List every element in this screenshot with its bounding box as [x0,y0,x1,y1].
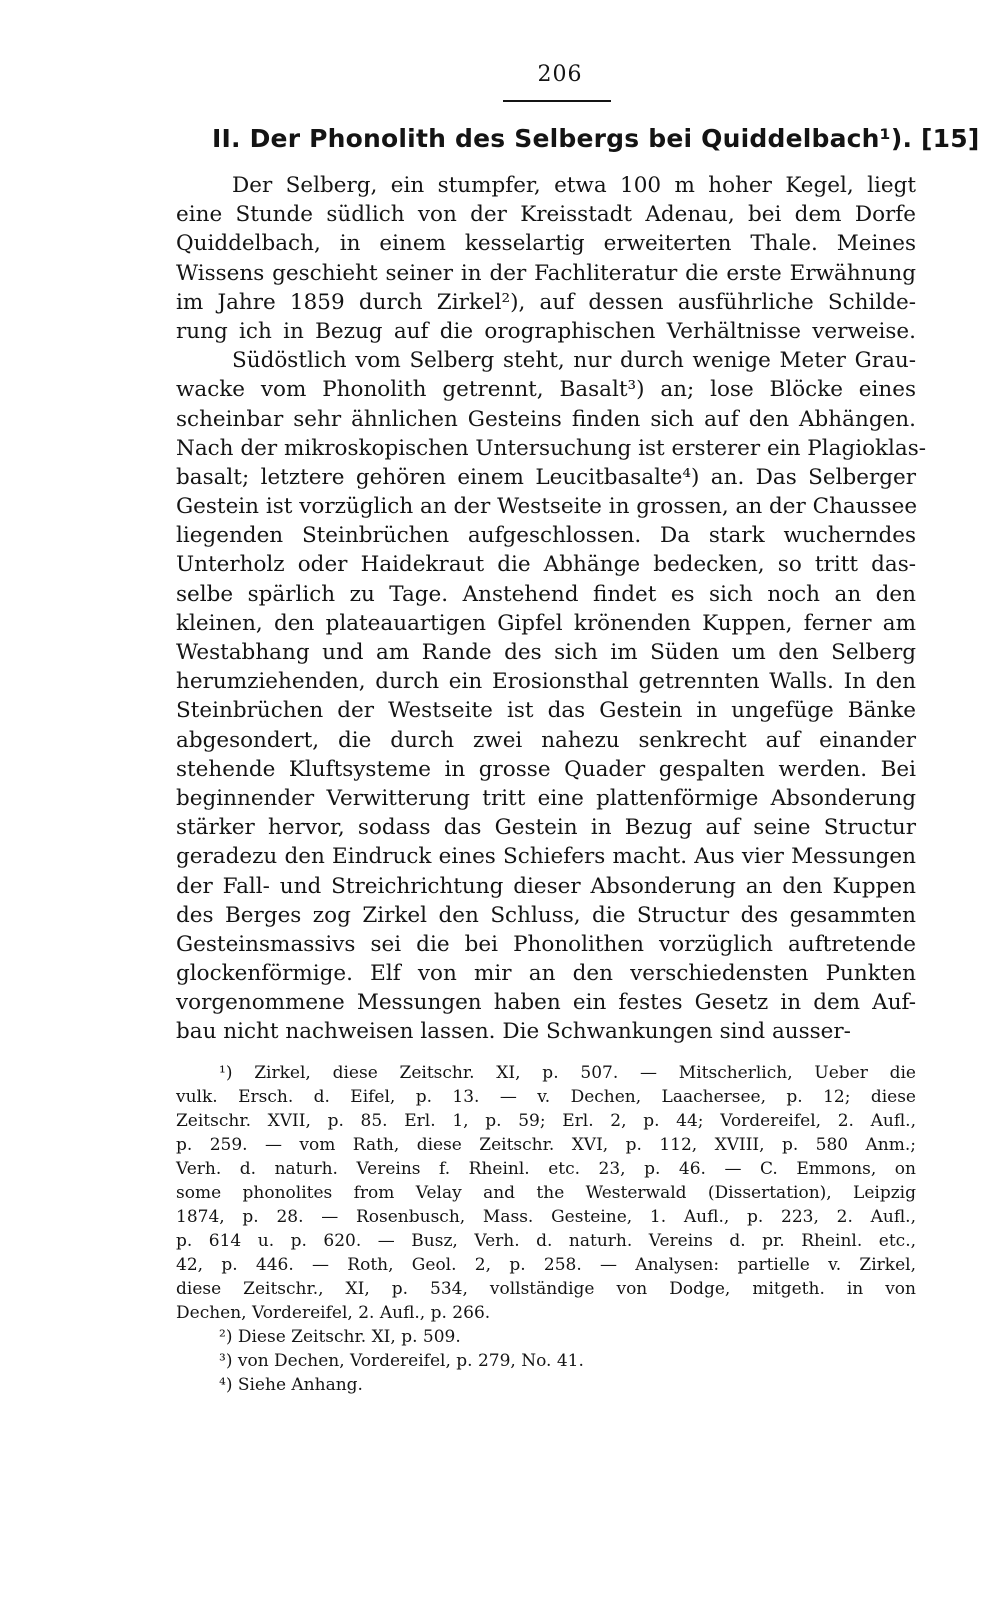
footnote-line: ⁴) Siehe Anhang. [219,1375,363,1395]
body-line: stärker hervor, sodass das Gestein in Bezug auf seine Structur [176,815,916,841]
body-line: abgesondert, die durch zwei nahezu senkrecht auf einander [176,727,916,753]
body-line: Gestein ist vorzüglich an der Westseite in grossen, an der Chaussee [176,494,918,520]
body-line: Westabhang und am Rande des sich im Süden um den Selberg [176,640,916,665]
body-line: wacke vom Phonolith getrennt, Basalt³) an; lose Blöcke eines [176,377,916,403]
body-line: liegenden Steinbrüchen aufgeschlossen. Da stark wucherndes [176,523,916,549]
footnote-line: Zeitschr. XVII, p. 85. Erl. 1, p. 59; Erl. 2, p. 44; Vordereifel, 2. Aufl., [176,1111,916,1131]
footnote-line: p. 614 u. p. 620. — Busz, Verh. d. naturh. Vereins d. pr. Rheinl. etc., [176,1231,916,1251]
footnote-line: diese Zeitschr., XI, p. 534, vollständige von Dodge, mitgeth. in von [176,1279,916,1299]
body-line: stehende Kluftsysteme in grosse Quader gespalten werden. Bei [176,756,916,782]
footnote-line: ¹) Zirkel, diese Zeitschr. XI, p. 507. — Mitscherlich, Ueber die [219,1063,916,1083]
body-line: im Jahre 1859 durch Zirkel²), auf dessen ausführliche Schilde- [176,289,916,315]
body-line: Südöstlich vom Selberg steht, nur durch wenige Meter Grau- [232,348,916,374]
footnotes [176,1061,916,1397]
body-line: des Berges zog Zirkel den Schluss, die Structur des gesammten [176,902,916,928]
body-line: herumziehenden, durch ein Erosionsthal getrennten Walls. In den [176,669,916,695]
footnote-line: Verh. d. naturh. Vereins f. Rheinl. etc. 23, p. 46. — C. Emmons, on [176,1159,916,1179]
body-line: basalt; letztere gehören einem Leucitbasalte⁴) an. Das Selberger [176,464,916,490]
section-heading: II. Der Phonolith des Selbergs bei Quiddelbach¹). [15] [212,124,980,153]
body-line: vorgenommene Messungen haben ein festes Gesetz in dem Auf- [176,990,916,1016]
body-line: scheinbar sehr ähnlichen Gesteins finden sich auf den Abhängen. [176,406,916,432]
body-line: bau nicht nachweisen lassen. Die Schwankungen sind ausser- [176,1019,851,1045]
body-line: Gesteinsmassivs sei die bei Phonolithen vorzüglich auftretende [176,931,916,957]
footnote-line: ²) Diese Zeitschr. XI, p. 509. [219,1327,461,1347]
body-line: Unterholz oder Haidekraut die Abhänge bedecken, so tritt das- [176,552,916,578]
page-number-rule [503,100,611,102]
body-line: geradezu den Eindruck eines Schiefers macht. Aus vier Messungen [176,844,916,870]
body-line: eine Stunde südlich von der Kreisstadt Adenau, bei dem Dorfe [176,202,916,228]
body-line: kleinen, den plateauartigen Gipfel krönenden Kuppen, ferner am [176,610,916,636]
footnote-line: vulk. Ersch. d. Eifel, p. 13. — v. Dechen, Laachersee, p. 12; diese [176,1087,916,1107]
body-line: Nach der mikroskopischen Untersuchung ist ersterer ein Plagioklas- [176,435,927,461]
footnote-line: some phonolites from Velay and the Westerwald (Dissertation), Leipzig [176,1183,916,1203]
body-line: rung ich in Bezug auf die orographischen Verhältnisse verweise. [176,318,916,344]
page-number: 206 [537,62,583,87]
footnote-line: 1874, p. 28. — Rosenbusch, Mass. Gesteine, 1. Aufl., p. 223, 2. Aufl., [176,1207,916,1227]
body-line: selbe spärlich zu Tage. Anstehend findet es sich noch an den [176,581,916,607]
body-text [176,171,927,1047]
footnote-line: 42, p. 446. — Roth, Geol. 2, p. 258. — Analysen: partielle v. Zirkel, [176,1255,916,1275]
footnote-line: p. 259. — vom Rath, diese Zeitschr. XVI, p. 112, XVIII, p. 580 Anm.; [176,1135,916,1155]
body-line: Wissens geschieht seiner in der Fachliteratur die erste Erwähnung [176,260,916,286]
body-line: Steinbrüchen der Westseite ist das Gestein in ungefüge Bänke [176,698,916,724]
body-line: der Fall- und Streichrichtung dieser Absonderung an den Kuppen [176,873,916,899]
footnote-line: Dechen, Vordereifel, 2. Aufl., p. 266. [176,1303,491,1323]
body-line: beginnender Verwitterung tritt eine plattenförmige Absonderung [176,785,916,811]
body-line: Der Selberg, ein stumpfer, etwa 100 m hoher Kegel, liegt [232,173,916,198]
body-line: glockenförmige. Elf von mir an den verschiedensten Punkten [176,961,916,987]
body-line: Quiddelbach, in einem kesselartig erweiterten Thale. Meines [176,231,916,257]
footnote-line: ³) von Dechen, Vordereifel, p. 279, No. 41. [219,1351,584,1371]
